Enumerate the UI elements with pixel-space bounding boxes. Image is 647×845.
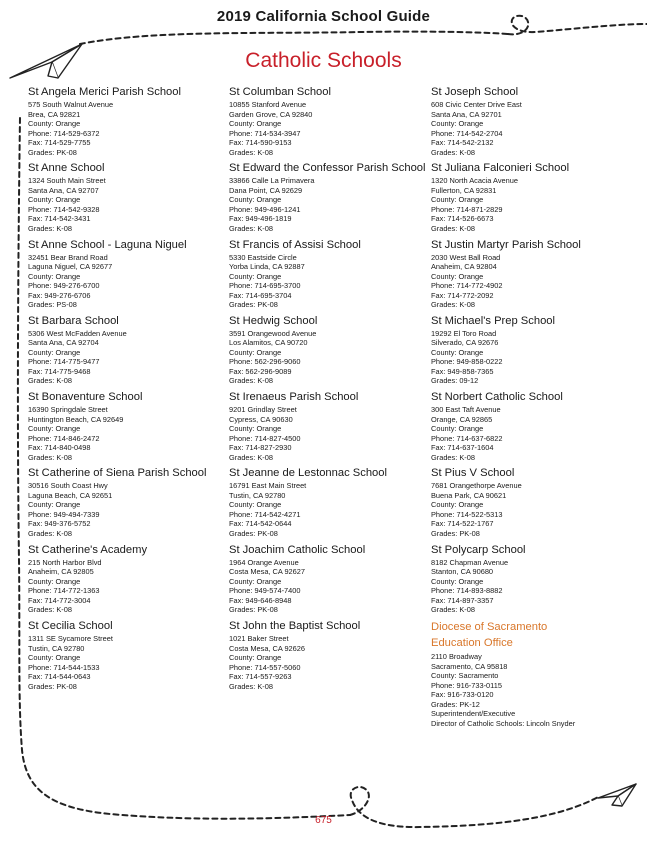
school-detail-line: Grades: PK-08 [229,605,278,615]
school-detail-line: 33866 Calle La Primavera [229,176,315,186]
school-detail-line: Phone: 714-557-5060 [229,662,301,672]
school-detail-line: Los Alamitos, CA 90720 [229,338,308,348]
school-detail-line: Anaheim, CA 92804 [431,262,497,272]
school-entry [431,391,629,467]
school-detail-line: Fax: 714-526-6673 [431,214,494,224]
school-detail-line: County: Orange [229,500,282,510]
school-name: St Catherine's Academy [28,543,148,556]
school-name: St Pius V School [431,467,515,480]
school-detail-line: Fax: 714-542-0644 [229,519,292,529]
school-detail-line: Phone: 714-871-2829 [431,204,503,214]
school-detail-line: County: Orange [28,347,81,357]
school-detail-line: Phone: 714-893-8882 [431,586,503,596]
school-detail-line: Phone: 714-529-6372 [28,128,100,138]
school-detail-line: 1320 North Acacia Avenue [431,176,518,186]
diocese-detail-line: Phone: 916-733-0115 [431,680,502,690]
school-detail-line: Anaheim, CA 92805 [28,567,94,577]
school-detail-line: Grades: K-08 [28,528,72,538]
school-detail-line: Santa Ana, CA 92707 [28,185,99,195]
school-name: St Catherine of Siena Parish School [28,467,207,480]
school-detail-line: Brea, CA 92821 [28,109,81,119]
school-detail-line: Fax: 714-529-7755 [28,138,91,147]
school-entry [229,86,427,162]
school-name: St Anne School [28,162,105,175]
school-name: St John the Baptist School [229,620,361,633]
school-detail-line: County: Orange [431,576,484,586]
school-detail-line: Santa Ana, CA 92701 [431,109,502,119]
school-detail-line: County: Orange [431,271,484,281]
school-detail-line: 16390 Springdale Street [28,405,108,415]
school-detail-line: Grades: K-08 [28,605,72,615]
school-detail-line: Santa Ana, CA 92704 [28,338,99,348]
school-detail-line: Huntington Beach, CA 92649 [28,414,124,424]
school-detail-line: Laguna Beach, CA 92651 [28,490,113,500]
school-detail-line: Grades: PK-08 [431,528,480,538]
school-detail-line: Silverado, CA 92676 [431,338,499,348]
school-detail-line: Grades: K-08 [28,223,72,233]
school-detail-line: Fax: 714-542-3431 [28,214,91,224]
diocese-detail-line: Grades: PK-12 [431,699,480,709]
school-detail-line: Phone: 714-772-4902 [431,281,503,291]
school-detail-line: Fax: 949-646-8948 [229,595,292,605]
school-name: St Joachim Catholic School [229,543,366,556]
school-detail-line: Fax: 714-542-2132 [431,138,494,147]
school-name: St Edward the Confessor Parish School [229,162,426,175]
school-detail-line: Phone: 714-534-3947 [229,128,301,138]
school-detail-line: Fax: 714-897-3357 [431,595,494,605]
section-title: Catholic Schools [245,49,402,72]
school-detail-line: County: Orange [28,500,81,510]
school-detail-line: County: Orange [28,271,81,281]
school-detail-line: 32451 Bear Brand Road [28,252,108,262]
school-detail-line: Fax: 949-496-1819 [229,214,292,224]
school-detail-line: Costa Mesa, CA 92626 [229,643,306,653]
guide-title: 2019 California School Guide [216,8,431,25]
diocese-detail-line: Sacramento, CA 95818 [431,661,508,671]
diocese-detail-line: County: Sacramento [431,671,499,681]
school-name: St Jeanne de Lestonnac School [229,467,387,480]
school-entry [28,620,226,696]
school-detail-line: Phone: 714-846-2472 [28,433,100,443]
school-detail-line: Cypress, CA 90630 [229,414,293,424]
school-detail-line: Phone: 714-775-9477 [28,357,100,367]
school-detail-line: 9201 Grindlay Street [229,405,297,415]
diocese-detail-line: 2110 Broadway [431,652,482,662]
school-detail-line: 2030 West Ball Road [431,252,501,262]
school-entry [431,544,629,620]
school-name: St Bonaventure School [28,391,143,404]
school-detail-line: Fullerton, CA 92831 [431,185,497,195]
school-detail-line: Fax: 714-637-1604 [431,443,494,453]
school-name: St Columban School [229,86,331,98]
school-detail-line: Grades: K-08 [229,681,273,691]
school-name: St Justin Martyr Parish School [431,238,581,251]
school-detail-line: County: Orange [431,424,484,434]
school-entry [229,544,427,620]
diocese-detail-line: Fax: 916-733-0120 [431,690,494,700]
school-detail-line: County: Orange [431,500,484,510]
school-detail-line: Phone: 949-496-1241 [229,204,301,214]
school-detail-line: County: Orange [229,576,282,586]
diocese-name: Education Office [431,637,513,650]
school-detail-line: Phone: 562-296-9060 [229,357,301,367]
school-detail-line: Fax: 714-695-3704 [229,290,292,300]
school-detail-line: Phone: 714-772-1363 [28,586,100,596]
page-number: 675 [315,815,332,826]
school-detail-line: 575 South Walnut Avenue [28,100,114,109]
school-column-1 [28,86,226,696]
school-name: St Norbert Catholic School [431,391,563,404]
school-detail-line: Grades: K-08 [431,223,475,233]
school-detail-line: Grades: PK-08 [229,300,278,310]
school-entry [229,162,427,238]
diocese-name: Diocese of Sacramento [431,621,548,634]
school-name: St Barbara School [28,314,119,327]
school-detail-line: 300 East Taft Avenue [431,405,501,415]
school-detail-line: Phone: 714-522-5313 [431,509,503,519]
school-detail-line: 19292 El Toro Road [431,328,497,338]
school-detail-line: Costa Mesa, CA 92627 [229,567,306,577]
school-detail-line: 10855 Stanford Avenue [229,100,307,109]
school-detail-line: Grades: K-08 [229,147,273,157]
school-detail-line: Phone: 949-276-6700 [28,281,100,291]
school-detail-line: Fax: 714-522-1767 [431,519,494,529]
school-detail-line: Grades: PS-08 [28,300,77,310]
diocese-entry [431,620,629,728]
school-detail-line: Phone: 714-542-9328 [28,204,100,214]
school-entry [229,620,427,696]
school-entry [28,467,226,543]
school-detail-line: Phone: 949-494-7339 [28,509,100,519]
school-entry [28,239,226,315]
school-detail-line: Grades: K-08 [431,452,475,462]
school-detail-line: Fax: 714-840-0498 [28,443,91,453]
school-detail-line: 7681 Orangethorpe Avenue [431,481,522,491]
school-name: St Hedwig School [229,314,318,327]
school-detail-line: Fax: 714-827-2930 [229,443,292,453]
school-detail-line: County: Orange [229,424,282,434]
school-detail-line: Fax: 714-775-9468 [28,366,91,376]
school-detail-line: Tustin, CA 92780 [28,643,85,653]
school-detail-line: Fax: 714-772-2092 [431,290,494,300]
school-entry [431,315,629,391]
school-entry [28,391,226,467]
school-column-2 [229,86,427,696]
school-detail-line: Fax: 714-544-0643 [28,672,91,682]
school-detail-line: Fax: 714-772-3004 [28,595,91,605]
school-detail-line: County: Orange [28,119,81,128]
school-detail-line: Fax: 562-296-9089 [229,366,292,376]
school-detail-line: Grades: K-08 [431,300,475,310]
school-column-3 [431,86,629,728]
school-detail-line: Grades: K-08 [229,452,273,462]
school-detail-line: Stanton, CA 90680 [431,567,494,577]
school-detail-line: County: Orange [229,347,282,357]
school-detail-line: Phone: 714-695-3700 [229,281,301,291]
school-entry [229,239,427,315]
school-detail-line: County: Orange [229,119,282,128]
school-detail-line: Grades: K-08 [28,376,72,386]
school-detail-line: 1021 Baker Street [229,634,289,644]
school-entry [28,544,226,620]
school-name: St Anne School - Laguna Niguel [28,238,187,251]
school-detail-line: 30516 South Coast Hwy [28,481,108,491]
school-detail-line: Grades: PK-08 [28,681,77,691]
school-entry [431,162,629,238]
school-detail-line: Phone: 714-637-6822 [431,433,503,443]
school-name: St Francis of Assisi School [229,238,361,251]
school-detail-line: Grades: K-08 [431,147,475,157]
school-detail-line: Phone: 714-542-2704 [431,128,503,138]
school-detail-line: County: Orange [229,653,282,663]
school-detail-line: 608 Civic Center Drive East [431,100,522,109]
school-entry [229,391,427,467]
school-detail-line: County: Orange [28,195,81,205]
school-detail-line: 1964 Orange Avenue [229,557,299,567]
school-detail-line: 5306 West McFadden Avenue [28,328,127,338]
school-detail-line: Phone: 714-542-4271 [229,509,301,519]
school-detail-line: Fax: 949-858-7365 [431,366,494,376]
school-detail-line: Grades: PK-08 [229,528,278,538]
school-detail-line: Grades: K-08 [229,376,273,386]
school-detail-line: Phone: 714-827-4500 [229,433,301,443]
school-detail-line: Orange, CA 92865 [431,414,493,424]
school-name: St Juliana Falconieri School [431,162,570,175]
paper-plane-icon [598,784,636,806]
school-detail-line: County: Orange [28,576,81,586]
school-entry [28,162,226,238]
school-detail-line: Phone: 949-858-0222 [431,357,503,367]
school-detail-line: Grades: K-08 [431,605,475,615]
school-detail-line: Garden Grove, CA 92840 [229,109,313,119]
school-detail-line: County: Orange [431,119,484,128]
school-detail-line: 1324 South Main Street [28,176,106,186]
school-detail-line: Grades: 09-12 [431,376,479,386]
school-entry [229,467,427,543]
school-detail-line: Yorba Linda, CA 92887 [229,262,305,272]
diocese-detail-line: Director of Catholic Schools: Lincoln Snyder [431,718,576,728]
school-detail-line: 1311 SE Sycamore Street [28,634,113,644]
school-entry [28,315,226,391]
school-detail-line: Dana Point, CA 92629 [229,185,303,195]
school-detail-line: 8182 Chapman Avenue [431,557,509,567]
school-name: St Joseph School [431,86,519,98]
school-detail-line: County: Orange [229,195,282,205]
school-detail-line: Buena Park, CA 90621 [431,490,507,500]
school-detail-line: County: Orange [431,195,484,205]
school-detail-line: Phone: 949-574-7400 [229,586,301,596]
school-detail-line: County: Orange [28,653,81,663]
school-detail-line: Grades: K-08 [229,223,273,233]
school-detail-line: Tustin, CA 92780 [229,490,286,500]
school-detail-line: Phone: 714-544-1533 [28,662,100,672]
school-name: St Cecilia School [28,620,113,633]
school-detail-line: Grades: K-08 [28,452,72,462]
school-entry [431,467,629,543]
school-entry [28,86,226,162]
school-detail-line: County: Orange [28,424,81,434]
school-name: St Polycarp School [431,543,526,556]
school-detail-line: 5330 Eastside Circle [229,252,297,262]
school-name: St Irenaeus Parish School [229,391,359,404]
school-detail-line: County: Orange [431,347,484,357]
school-entry [229,315,427,391]
school-entry [431,239,629,315]
school-detail-line: Fax: 949-276-6706 [28,290,91,300]
diocese-detail-line: Superintendent/Executive [431,709,516,719]
school-detail-line: Fax: 714-557-9263 [229,672,292,682]
school-detail-line: Laguna Niguel, CA 92677 [28,262,113,272]
school-name: St Angela Merici Parish School [28,86,181,98]
school-name: St Michael's Prep School [431,314,556,327]
school-detail-line: 215 North Harbor Blvd [28,557,102,567]
school-detail-line: Fax: 949-376-5752 [28,519,91,529]
school-detail-line: Grades: PK-08 [28,147,77,157]
school-detail-line: Fax: 714-590-9153 [229,138,292,147]
school-detail-line: County: Orange [229,271,282,281]
school-entry [431,86,629,162]
school-detail-line: 16791 East Main Street [229,481,307,491]
school-detail-line: 3591 Orangewood Avenue [229,328,317,338]
